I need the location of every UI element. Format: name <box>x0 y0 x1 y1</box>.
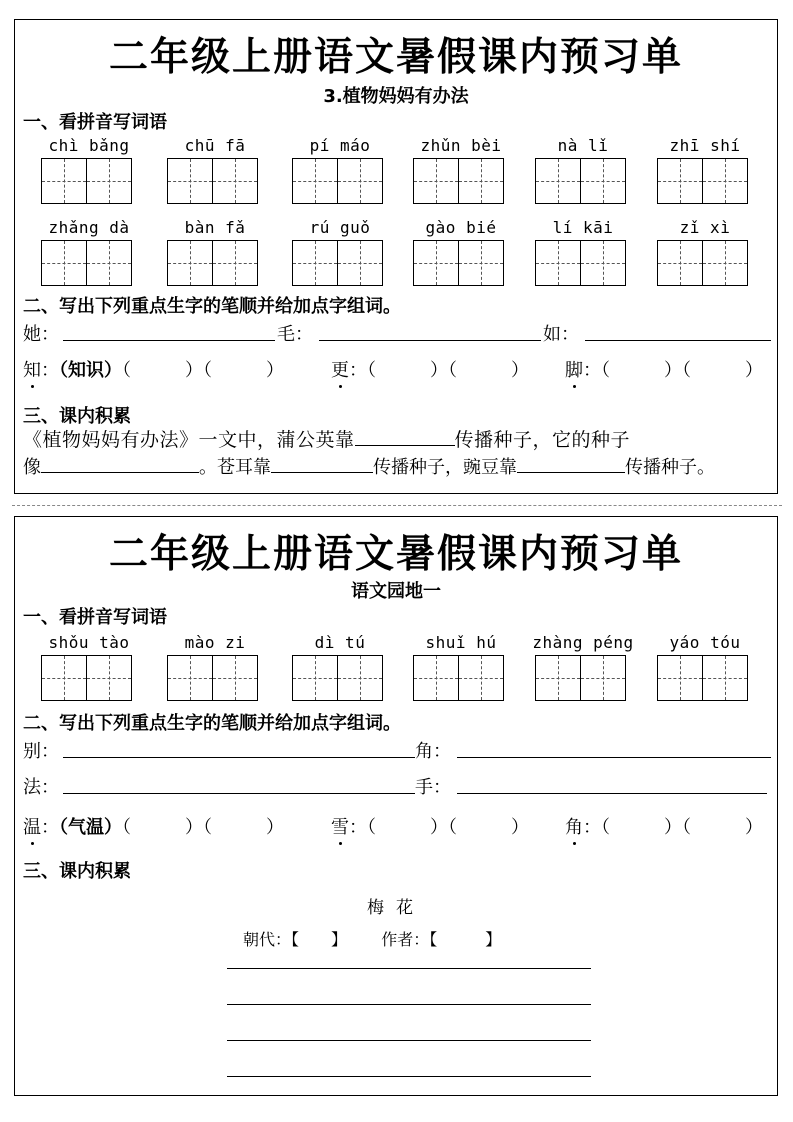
answer-blanks[interactable]: （ ）（ ） <box>601 360 763 381</box>
dotted-char: 角 <box>565 813 583 839</box>
stroke-label: 如： <box>543 324 579 345</box>
tianzige-box[interactable] <box>703 158 748 204</box>
poem-answer-line[interactable] <box>227 1040 591 1041</box>
pinyin-text: chū fā <box>184 136 246 155</box>
pinyin-text: shuǐ hú <box>425 633 497 652</box>
tianzige-box[interactable] <box>41 240 87 286</box>
dotted-char: 脚 <box>565 356 583 382</box>
tianzige-box[interactable] <box>535 655 581 701</box>
answer-blanks[interactable]: （ ）（ ） <box>367 360 529 381</box>
stroke-order-row <box>23 737 771 763</box>
worksheet-1 <box>14 19 778 494</box>
stroke-label: 手： <box>415 777 451 798</box>
section-heading-accumulation: 三、课内积累 <box>23 406 131 427</box>
poem-author[interactable]: 作者：【 】 <box>381 930 502 949</box>
worksheet-2 <box>14 516 778 1096</box>
tianzige-box[interactable] <box>459 240 504 286</box>
tianzige-box[interactable] <box>581 655 626 701</box>
tianzige-box[interactable] <box>41 158 87 204</box>
section-heading-pinyin: 一、看拼音写词语 <box>23 607 167 628</box>
answer-line[interactable] <box>457 757 771 758</box>
pinyin-text: pí máo <box>309 136 371 155</box>
colon: ： <box>41 360 59 381</box>
poem-dynasty[interactable]: 朝代：【 】 <box>243 930 348 949</box>
colon: ： <box>41 817 59 838</box>
dotted-char: 更 <box>331 356 349 382</box>
tianzige-box[interactable] <box>338 655 383 701</box>
tianzige-box[interactable] <box>581 158 626 204</box>
answer-line[interactable] <box>319 340 541 341</box>
section-heading-strokes: 二、写出下列重点生字的笔顺并给加点字组词。 <box>23 713 401 734</box>
tianzige-box[interactable] <box>167 240 213 286</box>
tianzige-box[interactable] <box>413 158 459 204</box>
cloze-text: 传播种子，它的种子 <box>454 429 631 451</box>
tianzige-box[interactable] <box>213 655 258 701</box>
lesson-subtitle: 3.植物妈妈有办法 <box>323 86 469 107</box>
answer-line[interactable] <box>41 454 199 473</box>
stroke-label: 别： <box>23 741 59 762</box>
poem-answer-line[interactable] <box>227 1076 591 1077</box>
tianzige-box[interactable] <box>459 655 504 701</box>
tianzige-box[interactable] <box>292 655 338 701</box>
pinyin-text: zhǎng dà <box>48 218 130 237</box>
tianzige-box[interactable] <box>167 655 213 701</box>
pinyin-text: zhī shí <box>669 136 741 155</box>
pinyin-text: rú guǒ <box>309 218 371 237</box>
tianzige-box[interactable] <box>87 655 132 701</box>
pinyin-text: bàn fǎ <box>184 218 246 237</box>
tianzige-box[interactable] <box>703 655 748 701</box>
colon: ： <box>583 360 601 381</box>
cloze-text: 《植物妈妈有办法》一文中，蒲公英靠 <box>23 429 355 451</box>
example-word: （知识） <box>59 360 122 381</box>
zuci-item <box>23 356 284 382</box>
tianzige-box[interactable] <box>292 240 338 286</box>
tianzige-box[interactable] <box>338 158 383 204</box>
poem-answer-line[interactable] <box>227 1004 591 1005</box>
answer-blanks[interactable]: （ ）（ ） <box>122 360 284 381</box>
answer-line[interactable] <box>63 340 275 341</box>
tianzige-box[interactable] <box>167 158 213 204</box>
answer-line[interactable] <box>63 757 415 758</box>
tianzige-box[interactable] <box>41 655 87 701</box>
cloze-text: 。苍耳靠 <box>199 457 271 478</box>
pinyin-text: gào bié <box>425 218 497 237</box>
section-heading-accumulation: 三、课内积累 <box>23 861 131 882</box>
dotted-char: 温 <box>23 813 41 839</box>
answer-blanks[interactable]: （ ）（ ） <box>122 817 284 838</box>
page-title: 二年级上册语文暑假课内预习单 <box>108 34 683 80</box>
tianzige-box[interactable] <box>657 655 703 701</box>
cut-line <box>12 505 782 506</box>
stroke-label: 她： <box>23 324 59 345</box>
stroke-label: 法： <box>23 777 59 798</box>
cloze-text: 传播种子。 <box>625 457 715 478</box>
page-title: 二年级上册语文暑假课内预习单 <box>108 531 683 577</box>
tianzige-box[interactable] <box>87 240 132 286</box>
answer-line[interactable] <box>585 340 771 341</box>
answer-blanks[interactable]: （ ）（ ） <box>601 817 763 838</box>
stroke-order-row <box>23 773 771 799</box>
cloze-text: 像 <box>23 457 41 478</box>
answer-line[interactable] <box>517 454 625 473</box>
dotted-char: 知 <box>23 356 41 382</box>
tianzige-box[interactable] <box>413 655 459 701</box>
pinyin-text: zǐ xì <box>679 218 731 237</box>
pinyin-text: nà lǐ <box>557 136 609 155</box>
tianzige-box[interactable] <box>413 240 459 286</box>
tianzige-box[interactable] <box>87 158 132 204</box>
tianzige-box[interactable] <box>213 158 258 204</box>
answer-blanks[interactable]: （ ）（ ） <box>367 817 529 838</box>
colon: ： <box>349 817 367 838</box>
tianzige-box[interactable] <box>292 158 338 204</box>
tianzige-box[interactable] <box>535 158 581 204</box>
pinyin-text: mào zi <box>184 633 246 652</box>
tianzige-box[interactable] <box>703 240 748 286</box>
poem-title: 梅花 <box>367 898 425 918</box>
pinyin-text: zhàng péng <box>532 633 634 652</box>
colon: ： <box>349 360 367 381</box>
lesson-subtitle: 语文园地一 <box>351 581 441 602</box>
pinyin-text: chì bǎng <box>48 136 130 155</box>
stroke-label: 毛： <box>277 324 313 345</box>
zuci-item <box>331 813 529 839</box>
tianzige-box[interactable] <box>535 240 581 286</box>
example-word: （气温） <box>59 817 122 838</box>
section-heading-pinyin: 一、看拼音写词语 <box>23 112 167 133</box>
dotted-char: 雪 <box>331 813 349 839</box>
cloze-paragraph <box>23 426 769 482</box>
pinyin-text: yáo tóu <box>669 633 741 652</box>
answer-line[interactable] <box>355 427 455 446</box>
tianzige-box[interactable] <box>213 240 258 286</box>
zuci-item <box>565 813 763 839</box>
poem-answer-line[interactable] <box>227 968 591 969</box>
answer-line[interactable] <box>457 793 767 794</box>
cloze-text: 传播种子，豌豆靠 <box>373 457 517 478</box>
stroke-order-row <box>23 320 771 346</box>
tianzige-box[interactable] <box>459 158 504 204</box>
answer-line[interactable] <box>271 454 373 473</box>
zuci-item <box>565 356 763 382</box>
tianzige-box[interactable] <box>657 240 703 286</box>
section-heading-strokes: 二、写出下列重点生字的笔顺并给加点字组词。 <box>23 296 401 317</box>
zuci-item <box>23 813 284 839</box>
pinyin-text: shǒu tào <box>48 633 130 652</box>
zuci-item <box>331 356 529 382</box>
tianzige-box[interactable] <box>581 240 626 286</box>
colon: ： <box>583 817 601 838</box>
stroke-label: 角： <box>415 741 451 762</box>
pinyin-text: zhǔn bèi <box>420 136 502 155</box>
pinyin-text: dì tú <box>314 633 366 652</box>
tianzige-box[interactable] <box>338 240 383 286</box>
pinyin-text: lí kāi <box>552 218 614 237</box>
poem-meta <box>243 927 501 950</box>
tianzige-box[interactable] <box>657 158 703 204</box>
answer-line[interactable] <box>63 793 415 794</box>
